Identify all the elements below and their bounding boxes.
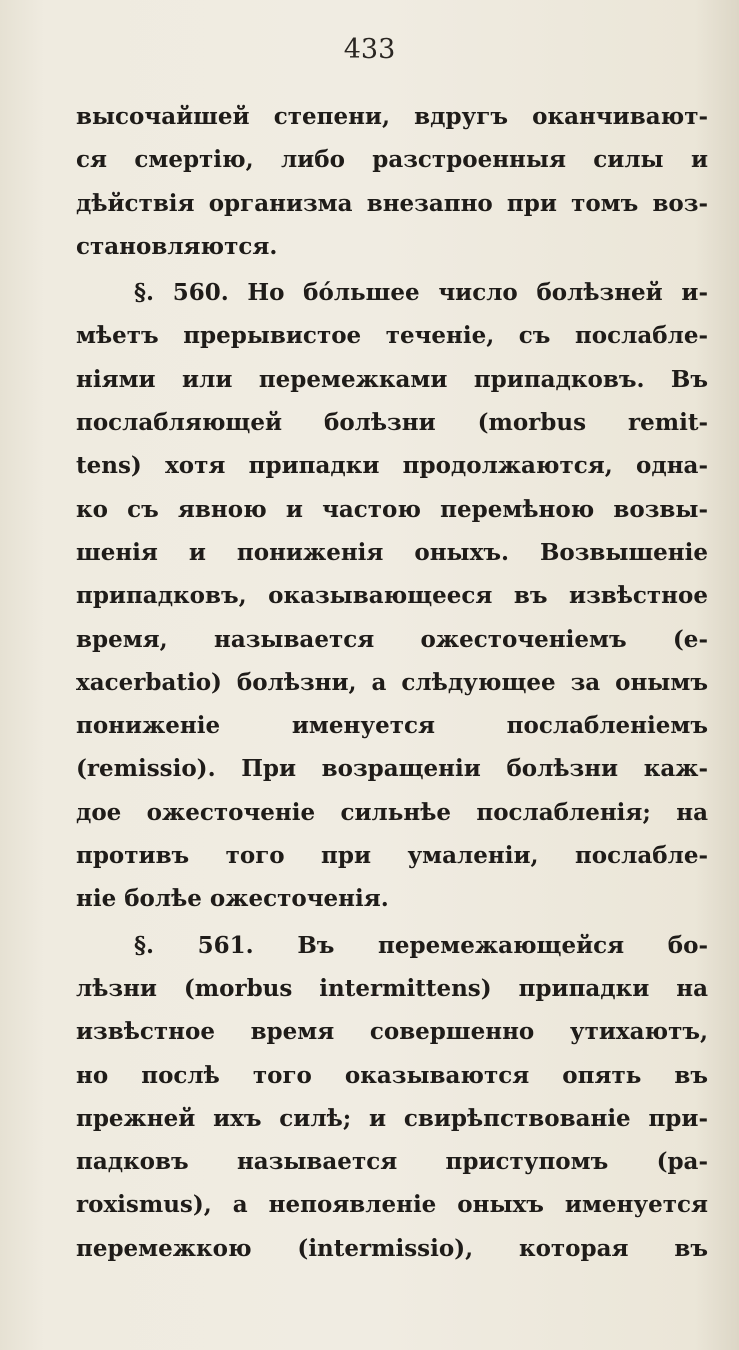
text-line: дое ожесточеніе сильнѣе послабленія; на xyxy=(76,798,708,826)
text-line: ніе болѣе ожесточенія. xyxy=(76,885,389,913)
text-line: высочайшей степени, вдругъ оканчивают- xyxy=(76,103,708,130)
text-line: становляются. xyxy=(76,232,278,260)
text-line: время, называется ожесточеніемъ (e- xyxy=(76,625,708,653)
text-line: xacerbatio) болѣзни, а слѣдующее за онымъ xyxy=(76,668,708,696)
text-line: §. 561. Въ перемежающейся бо- xyxy=(134,931,708,959)
text-line: перемежкою (intermissio), которая въ xyxy=(76,1234,708,1262)
text-line: ко съ явною и частою перемѣною возвы- xyxy=(76,495,708,523)
text-line: дѣйствія организма внезапно при томъ воз- xyxy=(76,189,708,217)
text-line: но послѣ того оказываются опять въ xyxy=(76,1061,708,1089)
text-line: пониженіе именуется послабленіемъ xyxy=(76,712,708,740)
text-line: падковъ называется приступомъ (pa- xyxy=(76,1148,708,1176)
text-line: мѣетъ прерывистое теченіе, съ послабле- xyxy=(76,322,708,350)
paragraph-561 xyxy=(76,924,708,1270)
text-line: послабляющей болѣзни (morbus remit- xyxy=(76,409,708,437)
text-line: §. 560. Но бо́льшее число болѣзней и- xyxy=(134,279,708,307)
page-text xyxy=(76,95,708,1270)
text-line: ніями или перемежками припадковъ. Въ xyxy=(76,365,708,393)
text-line: противъ того при умаленіи, послабле- xyxy=(76,842,708,870)
text-line: шенія и пониженія оныхъ. Возвышеніе xyxy=(76,538,708,566)
text-line: ся смертію, либо разстроенныя силы и xyxy=(76,146,708,174)
text-line: лѣзни (morbus intermittens) припадки на xyxy=(76,974,708,1002)
text-line: извѣстное время совершенно утихаютъ, xyxy=(76,1018,708,1046)
text-line: (remissio). При возращеніи болѣзни каж- xyxy=(76,755,708,783)
page-number: 433 xyxy=(343,34,396,65)
text-line: tens) хотя припадки продолжаются, одна- xyxy=(76,452,708,480)
paragraph-1 xyxy=(76,95,708,268)
paragraph-560 xyxy=(76,271,708,920)
text-line: прежней ихъ силѣ; и свирѣпствованіе при- xyxy=(76,1104,708,1132)
text-line: припадковъ, оказывающееся въ извѣстное xyxy=(76,582,708,610)
text-line: roxismus), а непоявленіе оныхъ именуется xyxy=(76,1191,708,1219)
